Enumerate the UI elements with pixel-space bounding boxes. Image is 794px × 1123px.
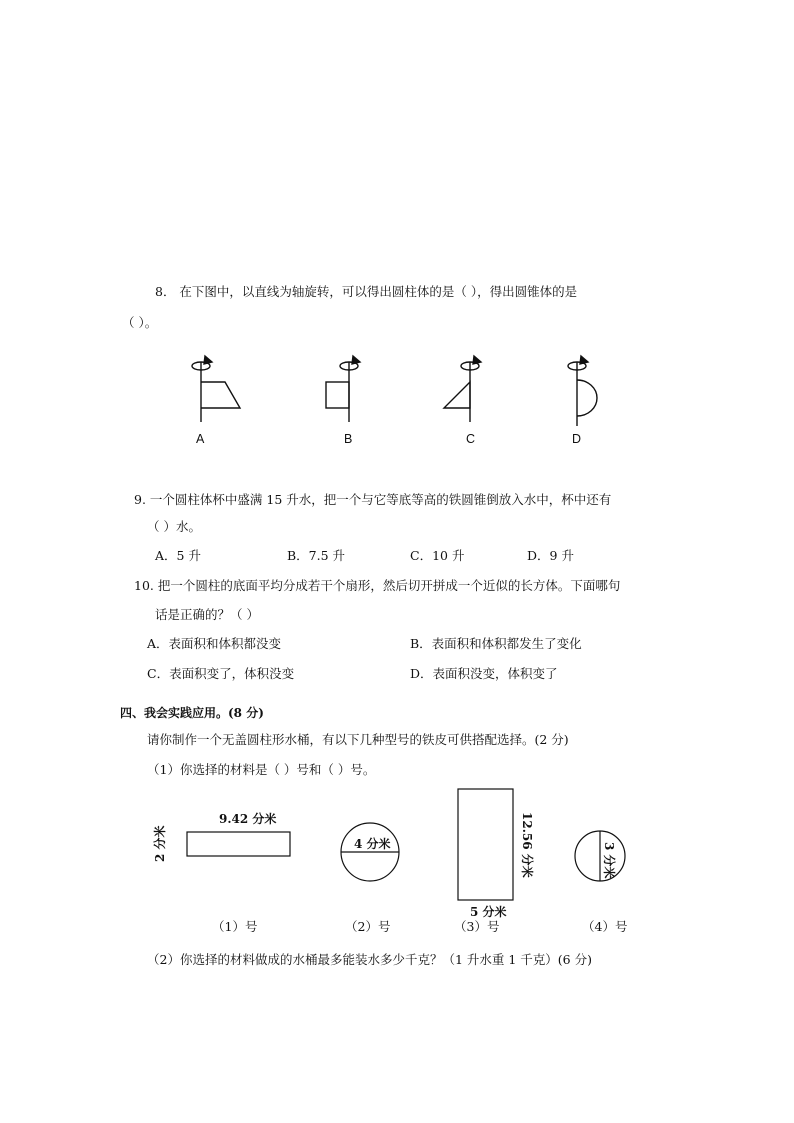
shape-3-side-label: 12.56 分米 xyxy=(520,812,534,878)
section-4-q1: （1）你选择的材料是（ ）号和（ ）号。 xyxy=(147,762,376,777)
q10-option-b: B．表面积和体积都发生了变化 xyxy=(410,636,582,651)
section-4-q2: （2）你选择的材料做成的水桶最多能装水多少千克？（1 升水重 1 千克）(6 分) xyxy=(147,952,592,967)
shape-3-rectangle xyxy=(458,789,513,900)
q9-option-c: C．10 升 xyxy=(410,548,465,563)
shape-4-inner-label: 3 分米 xyxy=(602,842,616,879)
figure-label-a: A xyxy=(196,432,205,446)
shape-1-top-label: 9.42 分米 xyxy=(219,812,277,826)
section-4-title: 四、我会实践应用。(8 分) xyxy=(120,706,264,720)
q10-option-d: D．表面积没变，体积变了 xyxy=(410,666,558,681)
q8-line1: 8． 在下图中，以直线为轴旋转，可以得出圆柱体的是（ ），得出圆锥体的是 xyxy=(155,284,578,299)
shape-3-caption: （3）号 xyxy=(454,919,500,934)
right-triangle-on-axis-icon xyxy=(444,356,481,422)
q9-option-d: D．9 升 xyxy=(527,548,574,563)
shape-1-side-label: 2 分米 xyxy=(153,825,167,862)
shape-1-caption: （1）号 xyxy=(212,919,258,934)
shape-1-rectangle xyxy=(187,832,290,856)
q9-option-b: B．7.5 升 xyxy=(287,548,346,563)
shape-3-bottom-label: 5 分米 xyxy=(470,905,507,919)
q10-option-c: C．表面积变了，体积没变 xyxy=(147,666,295,681)
square-on-axis-icon xyxy=(326,356,360,422)
figure-label-c: C xyxy=(466,432,476,446)
section-4-intro: 请你制作一个无盖圆柱形水桶，有以下几种型号的铁皮可供搭配选择。(2 分) xyxy=(147,732,569,747)
shape-4-circle xyxy=(575,831,625,881)
figure-label-d: D xyxy=(572,432,582,446)
shape-2-caption: （2）号 xyxy=(345,919,391,934)
q10-line1: 10. 把一个圆柱的底面平均分成若干个扇形，然后切开拼成一个近似的长方体。下面哪句 xyxy=(134,578,621,593)
figure-label-b: B xyxy=(344,432,353,446)
shape-2-inner-label: 4 分米 xyxy=(354,837,391,851)
q8-line2: （ ）。 xyxy=(122,315,158,330)
q10-option-a: A．表面积和体积都没变 xyxy=(147,636,282,651)
semicircle-on-axis-icon xyxy=(568,356,597,426)
q10-line2: 话是正确的？（ ） xyxy=(155,607,259,622)
q9-line1: 9. 一个圆柱体杯中盛满 15 升水，把一个与它等底等高的铁圆锥倒放入水中，杯中还有 xyxy=(134,492,612,507)
shape-2-circle xyxy=(341,823,399,881)
q9-line2: （ ）水。 xyxy=(147,519,201,534)
q9-option-a: A．5 升 xyxy=(155,548,201,563)
right-trapezoid-on-axis-icon xyxy=(192,356,240,422)
shape-4-caption: （4）号 xyxy=(582,919,628,934)
